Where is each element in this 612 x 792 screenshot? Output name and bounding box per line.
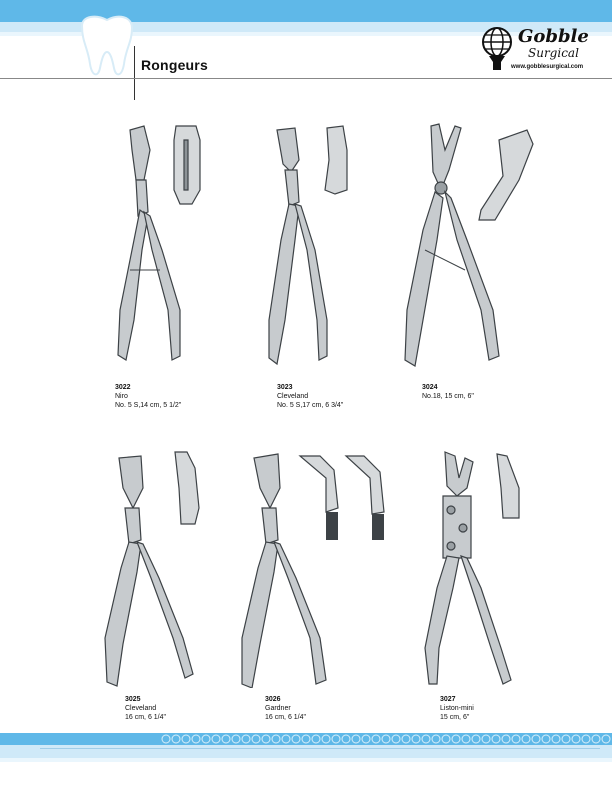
product-name: Cleveland	[125, 705, 157, 712]
footer-band-light	[0, 745, 612, 758]
product-3025	[95, 448, 225, 688]
header-divider	[134, 46, 135, 100]
logo-url: www.gobblesurgical.com	[511, 64, 584, 70]
rongeur-image	[230, 448, 415, 688]
product-code: 3025	[125, 696, 141, 703]
product-code: 3026	[265, 696, 281, 703]
product-name: No.18, 15 cm, 6"	[422, 393, 474, 400]
caption-3024	[422, 383, 474, 401]
caption-3027	[440, 695, 474, 722]
product-3023	[255, 120, 375, 370]
bubble-pattern-icon	[160, 733, 612, 745]
product-3027	[415, 448, 540, 688]
tooth-icon	[72, 14, 142, 80]
header-rule	[0, 78, 612, 79]
rongeur-image	[395, 120, 545, 370]
product-3026	[230, 448, 415, 688]
caption-3025	[125, 695, 166, 722]
product-name: Gardner	[265, 705, 291, 712]
product-3024	[395, 120, 545, 370]
product-size: No. 5 S,14 cm, 5 1/2"	[115, 402, 182, 409]
globe-logo-icon	[479, 26, 515, 70]
product-code: 3024	[422, 384, 438, 391]
rongeur-image	[255, 120, 375, 370]
product-size: 15 cm, 6"	[440, 714, 470, 721]
caption-3022	[115, 383, 181, 410]
rongeur-image	[95, 448, 225, 688]
product-3022	[100, 120, 220, 370]
product-size: 16 cm, 6 1/4"	[125, 714, 167, 721]
logo-name: Gobble	[518, 26, 589, 47]
rongeur-image	[100, 120, 220, 370]
footer-rule	[40, 748, 600, 749]
product-name: Niro	[115, 393, 128, 400]
product-name: Liston-mini	[440, 705, 474, 712]
caption-3023	[277, 383, 343, 410]
product-code: 3023	[277, 384, 293, 391]
page-title: Rongeurs	[141, 57, 208, 73]
product-code: 3027	[440, 696, 456, 703]
product-code: 3022	[115, 384, 131, 391]
caption-3026	[265, 695, 306, 722]
product-size: 16 cm, 6 1/4"	[265, 714, 307, 721]
product-name: Cleveland	[277, 393, 309, 400]
footer-strip	[0, 758, 612, 762]
rongeur-image	[415, 448, 540, 688]
logo-subtitle: Surgical	[528, 46, 579, 60]
product-size: No. 5 S,17 cm, 6 3/4"	[277, 402, 344, 409]
